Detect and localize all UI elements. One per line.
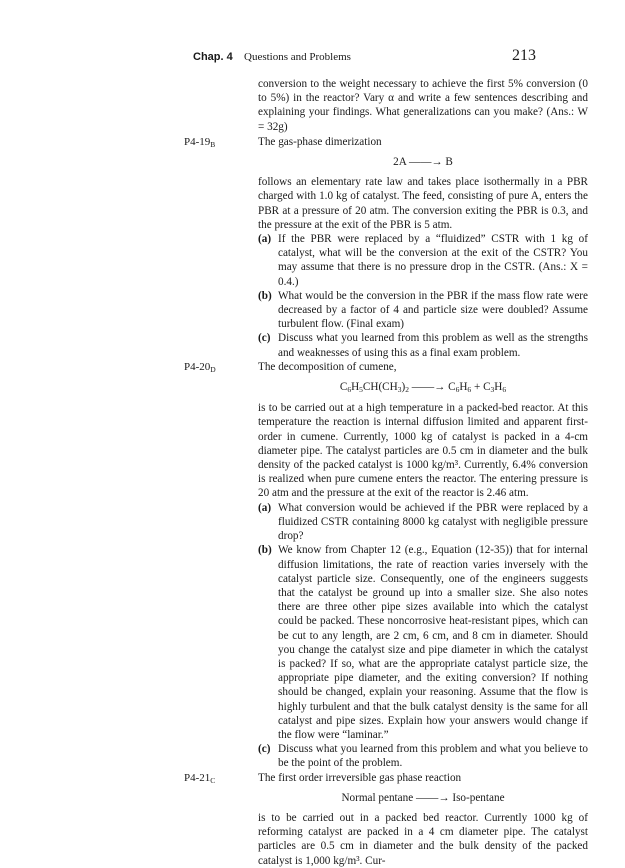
problem-part-c: (c) Discuss what you learned from this problem and what you believe to be the point of the problem. bbox=[258, 743, 588, 770]
reaction-equation: C6H5CH(CH3)2 ——→ C6H6 + C3H6 bbox=[339, 381, 507, 395]
problem-p4-19 bbox=[184, 135, 588, 360]
problem-intro: The decomposition of cumene, bbox=[258, 360, 397, 373]
problem-text: follows an elementary rate law and takes place isothermally in a PBR charged with 1.0 kg of catalyst. The feed, consisting of pure A, enters the PBR at a pressure of 20 atm. The conversion exiting the PBR is 0.3, and the pressure at the exit of the PBR is 5 atm. bbox=[258, 176, 588, 231]
page-body bbox=[184, 77, 588, 868]
problem-part-b: (b) What would be the conversion in the PBR if the mass flow rate were decreased by a factor of 4 and particle size were doubled? Assume turbulent flow. (Final exam) bbox=[258, 289, 588, 331]
problem-intro: The gas-phase dimerization bbox=[258, 135, 382, 148]
problem-label: P4-20D bbox=[184, 360, 216, 374]
continuation-paragraph: conversion to the weight necessary to achieve the first 5% conversion (0 to 5%) in the reactor? Vary α and write a few sentences describing and explaining your findings. What generalizations can you make? (Ans.: W = 32g) bbox=[258, 78, 588, 133]
problem-label: P4-21C bbox=[184, 771, 216, 785]
problem-label: P4-19B bbox=[184, 135, 216, 149]
running-header bbox=[0, 46, 625, 66]
reaction-equation: Normal pentane ——→ Iso-pentane bbox=[341, 791, 505, 804]
reaction-equation: 2A ——→ B bbox=[393, 156, 453, 169]
section-title: Questions and Problems bbox=[244, 51, 351, 63]
problem-p4-20 bbox=[184, 360, 588, 771]
page-number: 213 bbox=[512, 47, 536, 64]
problem-part-c: (c) Discuss what you learned from this problem as well as the strengths and weaknesses of using this as a final exam problem. bbox=[258, 332, 588, 359]
problem-part-a: (a) What conversion would be achieved if the PBR were replaced by a fluidized CSTR containing 8000 kg catalyst with negligible pressure drop? bbox=[258, 501, 588, 543]
problem-p4-21 bbox=[184, 771, 588, 868]
chapter-label: Chap. 4 bbox=[193, 51, 233, 63]
problem-part-a: (a) If the PBR were replaced by a “fluidized” CSTR with 1 kg of catalyst, what will be the conversion at the exit of the CSTR? You may assume that there is no pressure drop in the CSTR. (Ans.: X = 0.4.) bbox=[258, 233, 588, 288]
problem-intro: The first order irreversible gas phase reaction bbox=[258, 771, 462, 784]
problem-part-b: (b) We know from Chapter 12 (e.g., Equation (12-35)) that for internal diffusion limitations, the rate of reaction varies inversely with the catalyst particle size. Consequently, one of the engineers suggests that the catalyst be ground up into a smaller size. She also notes there are three other pipe sizes available into which the catalyst could be packed. These noncorrosive heat-resistant pipes, which can be cut to any length, are 2 cm, 6 cm, and 8 cm in diameter. Should you change the catalyst size and pipe diameter in which the catalyst is packed? If so, what are the appropriate catalyst particle size, the appropriate pipe diameter, and the exiting conversion? If nothing should be changed, explain your reasoning. Assume that the flow is highly turbulent and that the bulk catalyst density is the same for all catalyst and pipe sizes. Explain how your answers would change if the flow were “laminar.” bbox=[258, 544, 588, 741]
problem-text: is to be carried out at a high temperature in a packed-bed reactor. At this temperature the reaction is internal diffusion limited and apparent first-order in cumene. Currently, 1000 kg of catalyst is packed in a 4-cm diameter pipe. The catalyst particles are 0.5 cm in diameter and the bulk density of the packed catalyst is 1000 kg/m³. Currently, 6.4% conversion is realized when pure cumene enters the reactor. The entering pressure is 20 atm and the pressure at the exit of the reactor is 2.46 atm. bbox=[258, 402, 588, 500]
problem-text: is to be carried out in a packed bed reactor. Currently 1000 kg of reforming catalyst are packed in a 4 cm diameter pipe. The catalyst particles are 0.5 cm in diameter and the bulk density of the packed catalyst is 1,000 kg/m³. Cur- bbox=[258, 811, 588, 867]
